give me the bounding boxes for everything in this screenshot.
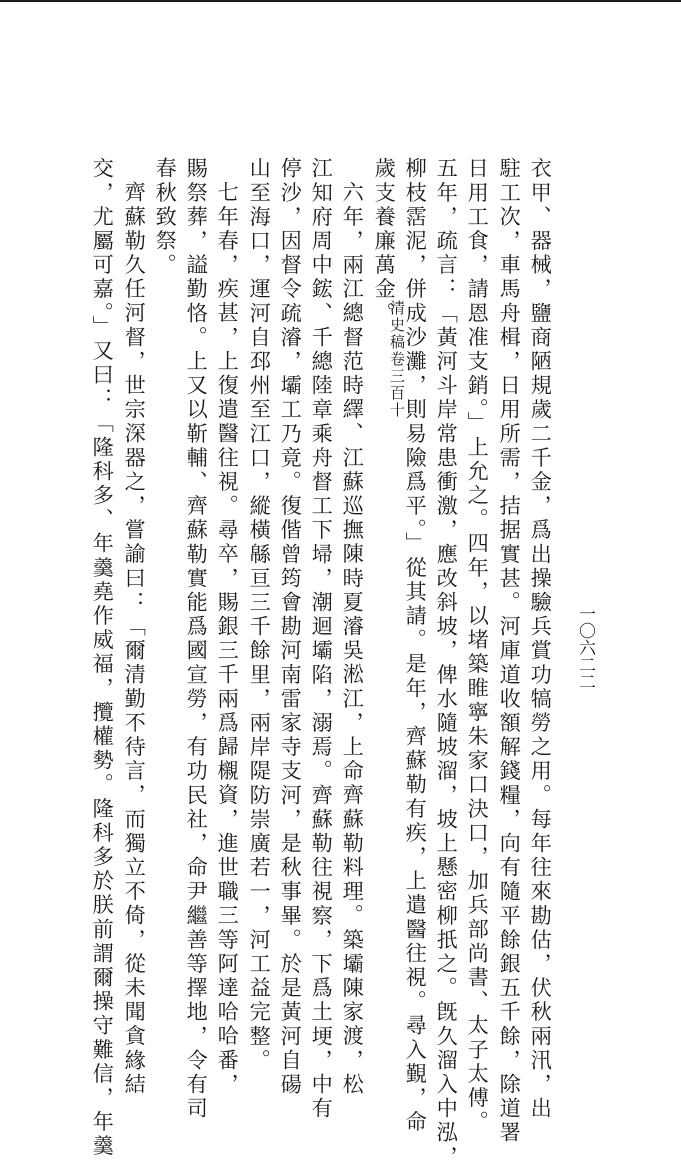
text-column: 衣甲、器械，鹽商陋規歲二千金，爲出操驗兵賞功犒勞之用。每年往來勘估，伏秋兩汛，出 — [528, 157, 554, 1121]
text-column: 齊蘇勒久任河督，世宗深器之，嘗諭曰：「爾清勤不待言，而獨立不倚，從未聞貪緣結 — [122, 181, 148, 1097]
text-column: 賜祭葬，謚勤恪。上又以靳輔、齊蘇勒實能爲國宣勞，有功民社，命尹繼善等擇地，令有司 — [184, 157, 210, 1121]
text-column: 五年，疏言：「黃河斗岸常患衝激，應改斜坡，俾水隨坡溜，坡上懸密柳扺之。旣久溜入中泓， — [434, 157, 460, 1169]
page-number: 一〇六二二 — [575, 605, 595, 690]
text-column: 歲支養廉萬金。 — [372, 157, 398, 326]
text-column: 交，尤屬可嘉。」又曰：「隆科多、年羹堯作威福，攬權勢。隆科多於朕前謂爾操守難信，年羹 — [90, 157, 116, 1159]
text-column: 日用工食，請恩准支銷。」上允之。四年，以堵築睢寧朱家口決口，加兵部尚書、太子太傅。 — [465, 157, 491, 1135]
text-column: 江知府周中鋐、千總陸章乘舟督工下埽，潮迴壩陷，溺焉。齊蘇勒往視察，下爲土埂，中有 — [309, 157, 335, 1121]
text-column: 六年，兩江總督范時繹、江蘇巡撫陳時夏濬吳淞江，上命齊蘇勒料理。築壩陳家渡，松 — [340, 181, 366, 1097]
book-title-header: 清史稿卷三百十 — [388, 300, 406, 419]
text-column: 七年春，疾甚，上復遣醫往視。尋卒，賜銀三千兩爲歸櫬資，進世職三等阿達哈哈番， — [215, 181, 241, 1097]
text-column: 春秋致祭。 — [153, 157, 179, 278]
text-column: 山至海口，運河自邳州至江口，縱橫緜亘三千餘里，兩岸隄防崇廣若一，河工益完整。 — [247, 157, 273, 1073]
top-rule — [0, 0, 681, 2]
text-column: 停沙，因督令疏濬，壩工乃竟。復偕曾筠會勘河南雷家寺支河，是秋事畢。於是黃河自碭 — [278, 157, 304, 1097]
text-column: 柳枝霑泥，併成沙灘，則易險爲平。」從其請。是年，齊蘇勒有疾，上遣醫往視。尋入覲，命 — [403, 157, 429, 1135]
text-column: 駐工次，車馬舟楫，日用所需，拮据實甚。河庫道收額解錢糧，向有隨平餘銀五千餘，除道署 — [497, 157, 523, 1146]
